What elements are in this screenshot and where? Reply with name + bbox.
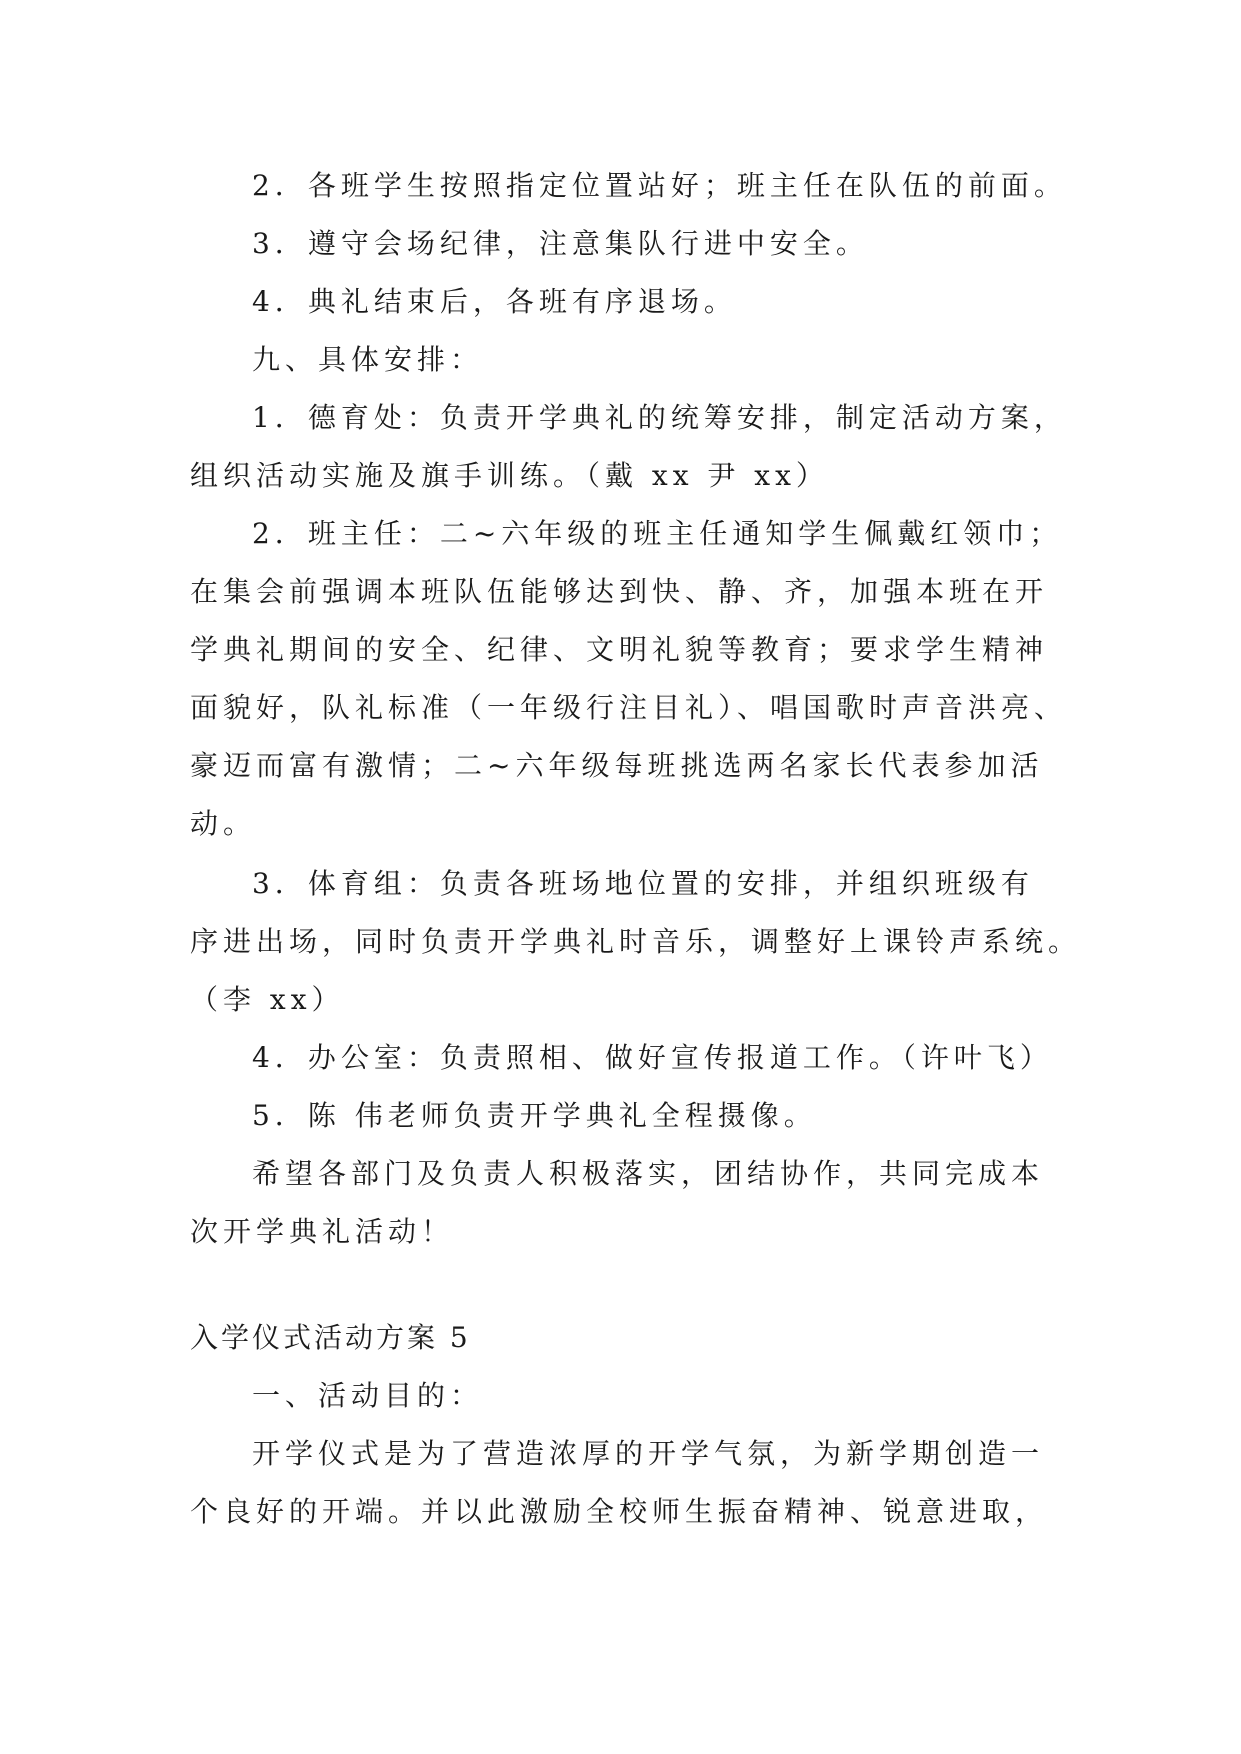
section-heading: 九、具体安排： [252,343,484,376]
text-line: 开学仪式是为了营造浓厚的开学气氛，为新学期创造一 [252,1437,1045,1470]
text-line: 4．办公室：负责照相、做好宣传报道工作。（许叶飞） [252,1041,1053,1074]
text-line: 3．遵守会场纪律，注意集队行进中安全。 [252,227,869,260]
text-line: 次开学典礼活动！ [190,1215,455,1248]
document-title: 入学仪式活动方案 5 [190,1321,471,1354]
text-line: 3．体育组：负责各班场地位置的安排，并组织班级有 [252,867,1034,900]
section-heading: 一、活动目的： [252,1379,484,1412]
text-line: 面貌好，队礼标准（一年级行注目礼）、唱国歌时声音洪亮、 [190,691,1068,724]
text-line: （李 xx） [190,983,345,1016]
text-line: 希望各部门及负责人积极落实，团结协作，共同完成本 [252,1157,1045,1190]
text-line: 2．各班学生按照指定位置站好；班主任在队伍的前面。 [252,169,1067,202]
text-line: 个良好的开端。并以此激励全校师生振奋精神、锐意进取， [190,1495,1049,1528]
text-line: 5．陈 伟老师负责开学典礼全程摄像。 [252,1099,817,1132]
text-line: 1．德育处：负责开学典礼的统筹安排，制定活动方案， [252,401,1067,434]
text-line: 组织活动实施及旗手训练。（戴 xx 尹 xx） [190,459,829,492]
text-line: 序进出场，同时负责开学典礼时音乐，调整好上课铃声系统。 [190,925,1082,958]
text-line: 在集会前强调本班队伍能够达到快、静、齐，加强本班在开 [190,575,1049,608]
text-line: 学典礼期间的安全、纪律、文明礼貌等教育；要求学生精神 [190,633,1049,666]
text-line: 2．班主任：二~六年级的班主任通知学生佩戴红领巾； [252,517,1063,550]
text-line: 4．典礼结束后，各班有序退场。 [252,285,737,318]
text-line: 豪迈而富有激情；二~六年级每班挑选两名家长代表参加活 [190,749,1044,782]
text-line: 动。 [190,807,257,840]
